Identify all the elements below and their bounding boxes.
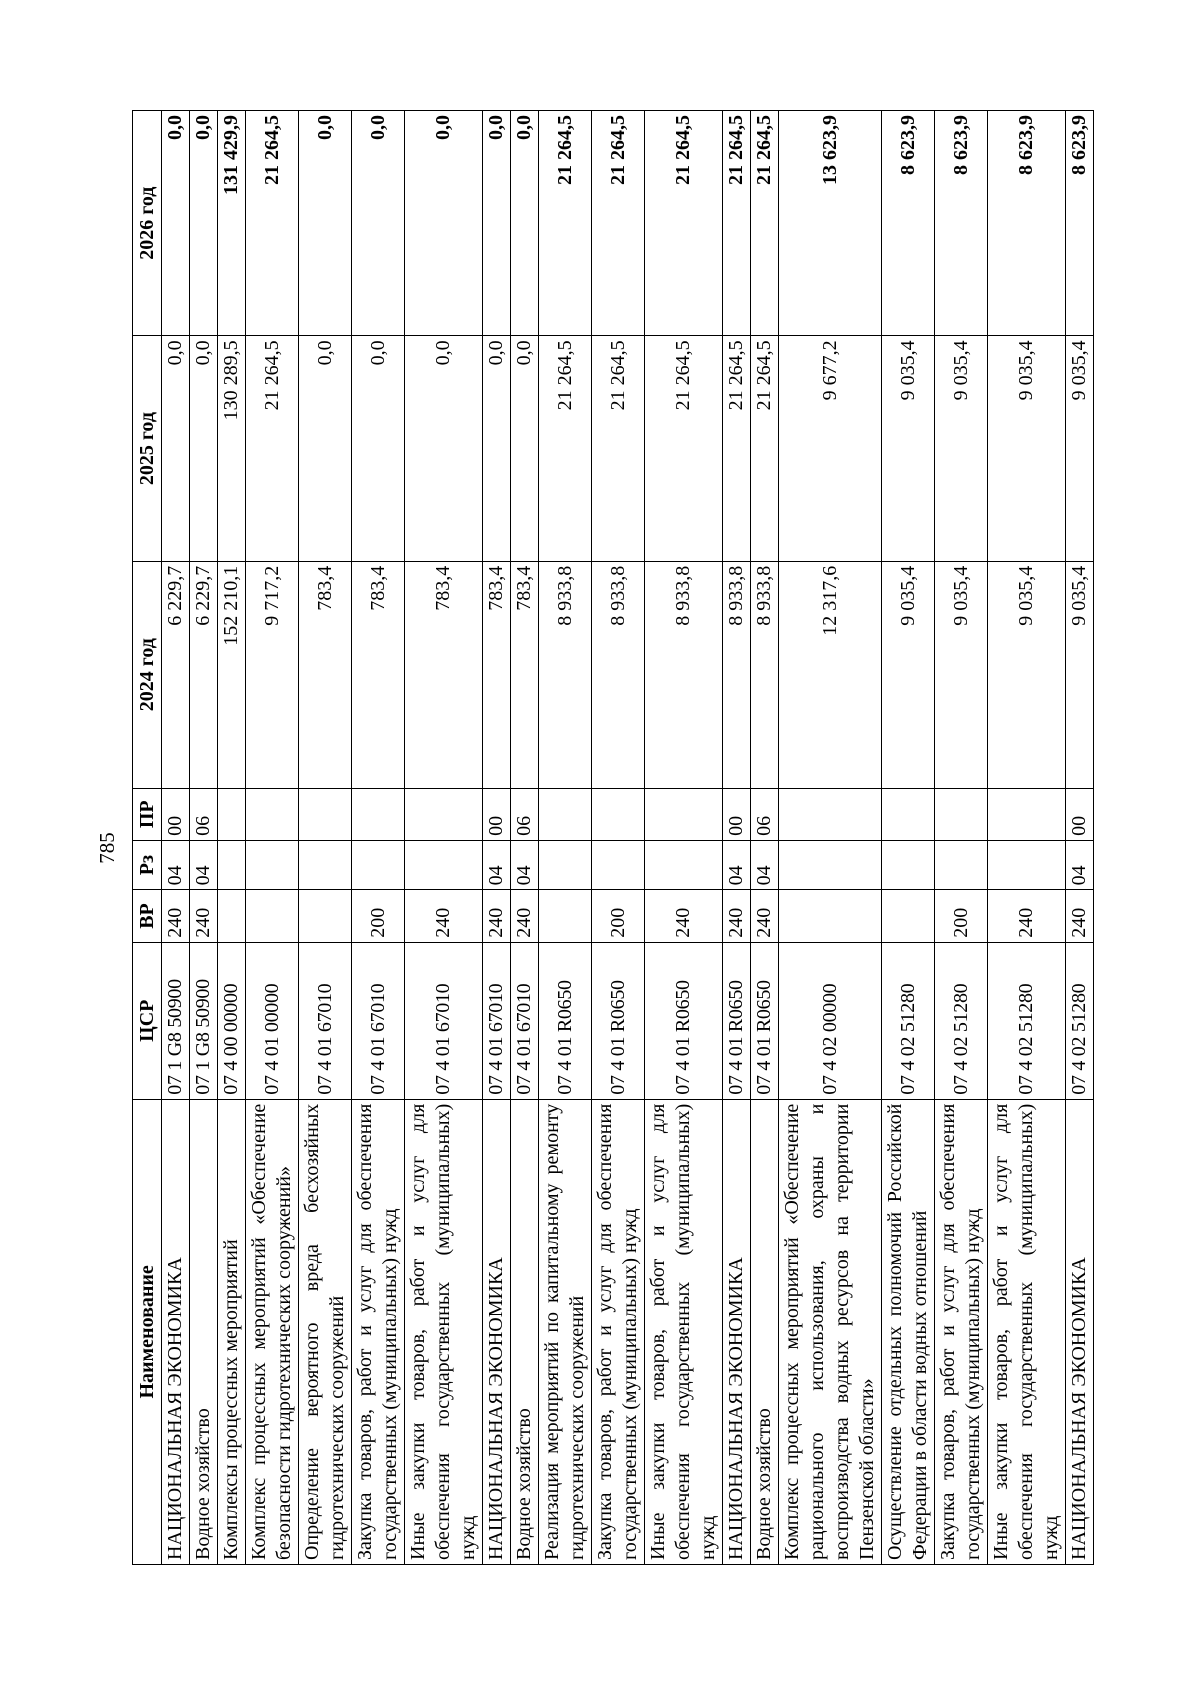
cell-csr: 07 4 01 67010 <box>352 942 405 1099</box>
header-pr: ПР <box>133 788 162 840</box>
cell-2026: 21 264,5 <box>723 111 751 336</box>
table-row <box>988 111 1066 1565</box>
cell-2024: 9 035,4 <box>882 561 935 788</box>
cell-2026: 0,0 <box>405 111 483 336</box>
cell-csr: 07 4 02 51280 <box>882 942 935 1099</box>
header-name: Наименование <box>133 1099 162 1564</box>
cell-pr <box>539 788 592 840</box>
cell-name: Иные закупки товаров, работ и услуг для обеспечения государственных (муниципальных) нужд <box>988 1099 1066 1564</box>
cell-vr: 200 <box>935 890 988 942</box>
cell-2026: 131 429,9 <box>218 111 246 336</box>
cell-rz <box>882 840 935 889</box>
table-row <box>751 111 779 1565</box>
cell-2024: 783,4 <box>511 561 539 788</box>
header-vr: ВР <box>133 890 162 942</box>
budget-table <box>132 110 1094 1565</box>
cell-vr <box>218 890 246 942</box>
cell-name: Закупка товаров, работ и услуг для обеспечения государственных (муниципальных) нужд <box>592 1099 645 1564</box>
cell-pr <box>882 788 935 840</box>
cell-pr <box>299 788 352 840</box>
cell-2025: 0,0 <box>299 336 352 561</box>
cell-rz <box>218 840 246 889</box>
cell-vr <box>246 890 299 942</box>
cell-rz: 04 <box>751 840 779 889</box>
cell-2024: 8 933,8 <box>645 561 723 788</box>
table-row <box>592 111 645 1565</box>
cell-2025: 21 264,5 <box>246 336 299 561</box>
table-row <box>299 111 352 1565</box>
cell-2026: 21 264,5 <box>592 111 645 336</box>
cell-pr <box>246 788 299 840</box>
cell-pr <box>592 788 645 840</box>
cell-name: Водное хозяйство <box>511 1099 539 1564</box>
cell-name: Комплекс процессных мероприятий «Обеспечение безопасности гидротехнических сооружений» <box>246 1099 299 1564</box>
cell-pr: 00 <box>483 788 511 840</box>
cell-csr: 07 4 01 R0650 <box>751 942 779 1099</box>
cell-rz: 04 <box>483 840 511 889</box>
cell-vr: 240 <box>405 890 483 942</box>
table-row <box>190 111 218 1565</box>
cell-name: Осуществление отдельных полномочий Российской Федерации в области водных отношений <box>882 1099 935 1564</box>
cell-name: Комплексы процессных мероприятий <box>218 1099 246 1564</box>
cell-2024: 8 933,8 <box>751 561 779 788</box>
header-rz: Рз <box>133 840 162 889</box>
cell-2024: 9 717,2 <box>246 561 299 788</box>
cell-2026: 0,0 <box>190 111 218 336</box>
cell-name: Закупка товаров, работ и услуг для обеспечения государственных (муниципальных) нужд <box>352 1099 405 1564</box>
cell-vr: 200 <box>352 890 405 942</box>
cell-rz <box>539 840 592 889</box>
cell-2025: 21 264,5 <box>645 336 723 561</box>
table-row <box>935 111 988 1565</box>
cell-vr: 240 <box>1066 890 1094 942</box>
cell-rz <box>645 840 723 889</box>
cell-vr <box>882 890 935 942</box>
cell-2026: 13 623,9 <box>779 111 882 336</box>
header-csr: ЦСР <box>133 942 162 1099</box>
cell-name: Иные закупки товаров, работ и услуг для обеспечения государственных (муниципальных) нужд <box>645 1099 723 1564</box>
table-row <box>352 111 405 1565</box>
cell-rz: 04 <box>723 840 751 889</box>
table-row <box>162 111 190 1565</box>
cell-pr <box>218 788 246 840</box>
cell-name: НАЦИОНАЛЬНАЯ ЭКОНОМИКА <box>162 1099 190 1564</box>
cell-csr: 07 4 01 67010 <box>299 942 352 1099</box>
cell-vr: 240 <box>723 890 751 942</box>
cell-2024: 9 035,4 <box>935 561 988 788</box>
cell-rz <box>935 840 988 889</box>
cell-pr: 00 <box>723 788 751 840</box>
table-row <box>882 111 935 1565</box>
header-2025: 2025 год <box>133 336 162 561</box>
cell-pr <box>935 788 988 840</box>
table-row <box>723 111 751 1565</box>
cell-vr: 240 <box>190 890 218 942</box>
cell-vr <box>299 890 352 942</box>
cell-2026: 21 264,5 <box>645 111 723 336</box>
cell-csr: 07 4 01 R0650 <box>723 942 751 1099</box>
cell-pr <box>779 788 882 840</box>
cell-2026: 21 264,5 <box>246 111 299 336</box>
cell-2026: 21 264,5 <box>751 111 779 336</box>
cell-vr <box>539 890 592 942</box>
cell-2026: 8 623,9 <box>988 111 1066 336</box>
cell-rz <box>988 840 1066 889</box>
cell-2024: 783,4 <box>483 561 511 788</box>
cell-pr: 06 <box>751 788 779 840</box>
table-row <box>1066 111 1094 1565</box>
cell-name: НАЦИОНАЛЬНАЯ ЭКОНОМИКА <box>1066 1099 1094 1564</box>
cell-vr: 240 <box>162 890 190 942</box>
cell-2024: 6 229,7 <box>190 561 218 788</box>
cell-vr <box>779 890 882 942</box>
cell-csr: 07 4 02 51280 <box>988 942 1066 1099</box>
table-row <box>539 111 592 1565</box>
cell-2024: 12 317,6 <box>779 561 882 788</box>
cell-name: Определение вероятного вреда бесхозяйных гидротехнических сооружений <box>299 1099 352 1564</box>
cell-csr: 07 4 01 R0650 <box>645 942 723 1099</box>
cell-name: Водное хозяйство <box>190 1099 218 1564</box>
cell-rz <box>405 840 483 889</box>
header-2024: 2024 год <box>133 561 162 788</box>
cell-vr: 200 <box>592 890 645 942</box>
cell-2025: 21 264,5 <box>723 336 751 561</box>
cell-pr: 00 <box>1066 788 1094 840</box>
cell-rz: 04 <box>511 840 539 889</box>
cell-2024: 783,4 <box>405 561 483 788</box>
cell-csr: 07 1 G8 50900 <box>190 942 218 1099</box>
header-2026: 2026 год <box>133 111 162 336</box>
cell-2026: 0,0 <box>352 111 405 336</box>
cell-2026: 0,0 <box>511 111 539 336</box>
cell-csr: 07 4 01 R0650 <box>592 942 645 1099</box>
cell-pr <box>988 788 1066 840</box>
cell-2026: 8 623,9 <box>1066 111 1094 336</box>
cell-2025: 9 035,4 <box>882 336 935 561</box>
cell-csr: 07 4 01 67010 <box>511 942 539 1099</box>
cell-csr: 07 4 02 51280 <box>1066 942 1094 1099</box>
cell-pr <box>352 788 405 840</box>
cell-csr: 07 4 02 51280 <box>935 942 988 1099</box>
cell-name: Иные закупки товаров, работ и услуг для обеспечения государственных (муниципальных) нужд <box>405 1099 483 1564</box>
cell-2024: 8 933,8 <box>592 561 645 788</box>
cell-pr <box>405 788 483 840</box>
cell-csr: 07 4 01 67010 <box>483 942 511 1099</box>
cell-2025: 21 264,5 <box>539 336 592 561</box>
cell-csr: 07 4 01 R0650 <box>539 942 592 1099</box>
cell-2025: 0,0 <box>162 336 190 561</box>
cell-rz: 04 <box>1066 840 1094 889</box>
cell-rz <box>352 840 405 889</box>
cell-2026: 21 264,5 <box>539 111 592 336</box>
cell-2025: 9 677,2 <box>779 336 882 561</box>
cell-name: Водное хозяйство <box>751 1099 779 1564</box>
cell-2024: 9 035,4 <box>988 561 1066 788</box>
cell-name: НАЦИОНАЛЬНАЯ ЭКОНОМИКА <box>723 1099 751 1564</box>
cell-csr: 07 1 G8 50900 <box>162 942 190 1099</box>
cell-2025: 21 264,5 <box>592 336 645 561</box>
cell-2025: 0,0 <box>483 336 511 561</box>
cell-csr: 07 4 01 67010 <box>405 942 483 1099</box>
cell-2025: 0,0 <box>190 336 218 561</box>
cell-2025: 9 035,4 <box>988 336 1066 561</box>
cell-2025: 9 035,4 <box>935 336 988 561</box>
cell-vr: 240 <box>645 890 723 942</box>
table-row <box>483 111 511 1565</box>
cell-2025: 0,0 <box>511 336 539 561</box>
table-row <box>511 111 539 1565</box>
cell-2026: 8 623,9 <box>935 111 988 336</box>
cell-rz: 04 <box>190 840 218 889</box>
cell-2026: 0,0 <box>483 111 511 336</box>
cell-pr: 06 <box>190 788 218 840</box>
cell-csr: 07 4 02 00000 <box>779 942 882 1099</box>
cell-rz <box>779 840 882 889</box>
cell-name: НАЦИОНАЛЬНАЯ ЭКОНОМИКА <box>483 1099 511 1564</box>
cell-vr: 240 <box>988 890 1066 942</box>
cell-2025: 21 264,5 <box>751 336 779 561</box>
rotated-table-container <box>132 110 1090 1565</box>
cell-csr: 07 4 00 00000 <box>218 942 246 1099</box>
cell-2025: 9 035,4 <box>1066 336 1094 561</box>
cell-2026: 0,0 <box>299 111 352 336</box>
header-row <box>133 111 162 1565</box>
table-row <box>246 111 299 1565</box>
table-row <box>405 111 483 1565</box>
cell-csr: 07 4 01 00000 <box>246 942 299 1099</box>
cell-rz <box>592 840 645 889</box>
cell-vr: 240 <box>483 890 511 942</box>
cell-rz <box>246 840 299 889</box>
cell-2024: 9 035,4 <box>1066 561 1094 788</box>
cell-2024: 8 933,8 <box>539 561 592 788</box>
cell-pr: 00 <box>162 788 190 840</box>
cell-name: Комплекс процессных мероприятий «Обеспечение рационального использования, охраны и воспроизводства водных ресурсов на территории Пензенской области» <box>779 1099 882 1564</box>
cell-2025: 0,0 <box>405 336 483 561</box>
cell-name: Закупка товаров, работ и услуг для обеспечения государственных (муниципальных) нужд <box>935 1099 988 1564</box>
cell-2024: 783,4 <box>299 561 352 788</box>
cell-2024: 783,4 <box>352 561 405 788</box>
cell-vr: 240 <box>511 890 539 942</box>
cell-2024: 8 933,8 <box>723 561 751 788</box>
table-row <box>645 111 723 1565</box>
cell-2025: 130 289,5 <box>218 336 246 561</box>
table-body <box>162 111 1094 1565</box>
cell-pr: 06 <box>511 788 539 840</box>
cell-2026: 8 623,9 <box>882 111 935 336</box>
table-row <box>218 111 246 1565</box>
cell-name: Реализация мероприятий по капитальному ремонту гидротехнических сооружений <box>539 1099 592 1564</box>
page-number: 785 <box>95 832 119 864</box>
cell-vr: 240 <box>751 890 779 942</box>
cell-2026: 0,0 <box>162 111 190 336</box>
table-row <box>779 111 882 1565</box>
cell-rz: 04 <box>162 840 190 889</box>
cell-pr <box>645 788 723 840</box>
cell-2024: 152 210,1 <box>218 561 246 788</box>
cell-2025: 0,0 <box>352 336 405 561</box>
cell-rz <box>299 840 352 889</box>
cell-2024: 6 229,7 <box>162 561 190 788</box>
